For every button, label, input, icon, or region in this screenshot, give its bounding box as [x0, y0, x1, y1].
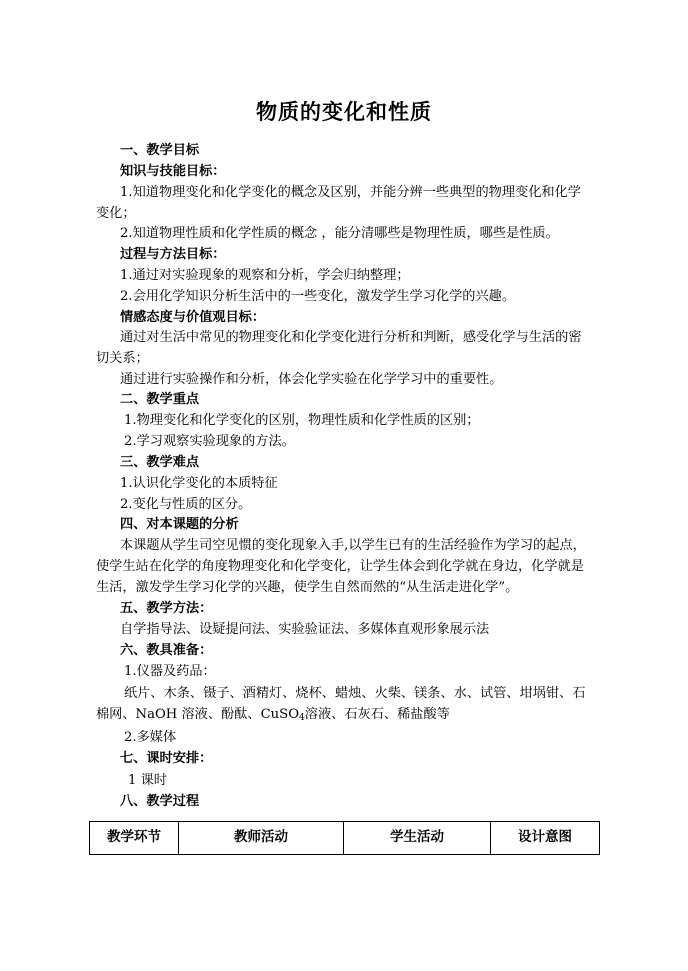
section-heading-schedule: 七、课时安排：: [120, 751, 213, 766]
analysis-line-2: 使学生站在化学的角度物理变化和化学变化，让学生体会到化学就在身边，化学就是: [96, 559, 584, 574]
table-header-cell: 教师活动: [179, 822, 344, 855]
process-item-1: 1.通过对实验现象的观察和分析，学会归纳整理；: [120, 268, 410, 283]
emotion-para-1-line-1: 通过对生活中常见的物理变化和化学变化进行分析和判断，感受化学与生活的密: [120, 330, 582, 345]
analysis-line-1: 本课题从学生司空见惯的变化现象入手,以学生已有的生活经验作为学习的起点，: [120, 538, 586, 553]
page-title: 物质的变化和性质: [256, 99, 432, 124]
difficulty-1: 1.认识化学变化的本质特征: [120, 476, 278, 491]
key-point-2: 2.学习观察实验现象的方法。: [124, 434, 295, 449]
section-heading-key-points: 二、教学重点: [120, 392, 200, 407]
cuso4-subscript: 4: [299, 713, 305, 723]
section-heading-analysis: 四、对本课题的分析: [120, 517, 239, 532]
materials-item-2: 2.多媒体: [124, 730, 177, 745]
subheading-emotion-values: 情感态度与价值观目标：: [120, 310, 266, 325]
table-header-cell: 设计意图: [491, 822, 600, 855]
knowledge-item-2: 2.知道物理性质和化学性质的概念 ，能分清哪些是物理性质，哪些是性质。: [120, 226, 559, 241]
emotion-para-1-line-2: 切关系；: [96, 351, 149, 366]
materials-list-line-2: [96, 705, 450, 728]
knowledge-item-1-line-1: 1.知道物理变化和化学变化的概念及区别，并能分辨一些典型的物理变化和化学: [120, 185, 581, 200]
section-heading-process: 八、教学过程: [120, 794, 200, 809]
section-heading-difficulties: 三、教学难点: [120, 455, 200, 470]
table-header-row: [90, 822, 600, 855]
knowledge-item-1-line-2: 变化；: [96, 206, 136, 221]
section-heading-objectives: 一、教学目标: [120, 143, 200, 158]
section-heading-methods: 五、教学方法：: [120, 601, 213, 616]
subheading-knowledge-skills: 知识与技能目标：: [120, 164, 226, 179]
analysis-line-3: 生活，激发学生学习化学的兴趣，使学生自然而然的“从生活走进化学”。: [96, 580, 519, 595]
section-heading-materials: 六、教具准备：: [120, 643, 213, 658]
methods-text: 自学指导法、设疑提问法、实验验证法、多媒体直观形象展示法: [120, 622, 490, 637]
key-point-1: 1.物理变化和化学变化的区别，物理性质和化学性质的区别；: [124, 413, 480, 428]
difficulty-2: 2.变化与性质的区分。: [120, 497, 252, 512]
process-item-2: 2.会用化学知识分析生活中的一些变化，激发学生学习化学的兴趣。: [120, 289, 516, 304]
subheading-process-methods: 过程与方法目标：: [120, 247, 226, 262]
table-header-cell: 学生活动: [344, 822, 491, 855]
materials-list-line-2-part-2: 溶液、石灰石、稀盐酸等: [304, 707, 450, 722]
schedule-text: 1 课时: [128, 773, 167, 788]
teaching-process-table: [89, 821, 600, 855]
emotion-para-2: 通过进行实验操作和分析，体会化学实验在化学学习中的重要性。: [120, 372, 503, 387]
materials-item-1: 1.仪器及药品：: [124, 664, 216, 679]
materials-list-line-2-part-1: 棉网、NaOH 溶液、酚酞、CuSO: [96, 707, 300, 722]
table-header-cell: 教学环节: [90, 822, 179, 855]
materials-list-line-1: 纸片、木条、镊子、酒精灯、烧杯、蜡烛、火柴、镁条、水、试管、坩埚钳、石: [124, 686, 586, 701]
